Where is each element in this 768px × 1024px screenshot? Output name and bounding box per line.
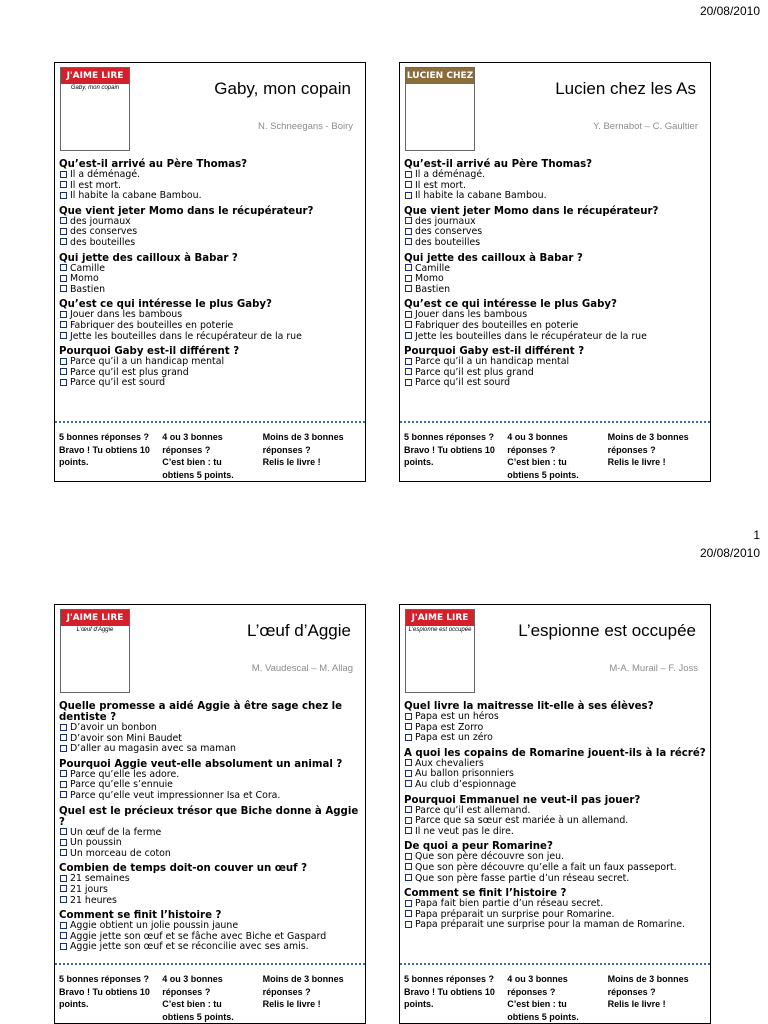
answer-option-label: Papa préparait une surprise pour la maman de Romarine. — [415, 919, 685, 931]
answer-option-label: Il a déménagé. — [70, 169, 141, 180]
answer-option — [404, 874, 706, 885]
score-high: 5 bonnes réponses ? Bravo ! Tu obtiens 10 points. — [59, 974, 150, 1009]
answer-option-label: Jette les bouteilles dans le récupérateur de la rue — [415, 330, 647, 342]
checkbox-icon[interactable] — [60, 311, 67, 318]
question-text: Pourquoi Gaby est-il différent ? — [59, 346, 240, 358]
answer-option-label: Fabriquer des bouteilles en poterie — [70, 319, 234, 331]
answer-option-label: Il est mort. — [70, 179, 122, 191]
cover-band-text: J'AIME LIRE — [61, 68, 129, 84]
book-author: M. Vaudescal – M. Allag — [251, 663, 353, 674]
checkbox-icon[interactable] — [405, 863, 412, 870]
answer-option-label: des journaux — [70, 215, 131, 227]
book-title: L’espionne est occupée — [518, 621, 696, 640]
answer-option-label: Papa préparait un surprise pour Romarine. — [415, 908, 615, 920]
score-footer — [404, 973, 706, 1023]
score-footer — [59, 431, 361, 481]
answer-option-label: Parce qu’il a un handicap mental — [415, 356, 570, 368]
score-high: 5 bonnes réponses ? Bravo ! Tu obtiens 10 points. — [404, 974, 495, 1009]
checkbox-icon[interactable] — [405, 853, 412, 860]
checkbox-icon[interactable] — [60, 885, 67, 892]
checkbox-icon[interactable] — [405, 238, 412, 245]
checkbox-icon[interactable] — [405, 311, 412, 318]
question-text: A quoi les copains de Romarine jouent-ils à la récré? — [404, 747, 706, 759]
checkbox-icon[interactable] — [60, 264, 67, 271]
book-author: N. Schneegans - Boiry — [257, 121, 353, 132]
checkbox-icon[interactable] — [405, 817, 412, 824]
checkbox-icon[interactable] — [405, 910, 412, 917]
checkbox-icon[interactable] — [60, 770, 67, 777]
score-low: Moins de 3 bonnes réponses ? Relis le livre ! — [607, 974, 689, 1009]
checkbox-icon[interactable] — [405, 379, 412, 386]
question-text: Combien de temps doit-on couver un œuf ? — [59, 863, 308, 875]
quiz-questions — [59, 155, 361, 389]
checkbox-icon[interactable] — [405, 723, 412, 730]
answer-option-label: Aggie obtient un jolie poussin jaune — [70, 920, 239, 932]
quiz-card — [399, 604, 711, 1024]
checkbox-icon[interactable] — [60, 896, 67, 903]
book-cover-image — [60, 67, 130, 151]
answer-option-label: Parce qu’il est plus grand — [70, 366, 189, 378]
checkbox-icon[interactable] — [60, 192, 67, 199]
checkbox-icon[interactable] — [60, 839, 67, 846]
question-text: Quelle promesse a aidé Aggie à être sage chez le dentiste ? — [59, 701, 343, 723]
checkbox-icon[interactable] — [60, 368, 67, 375]
answer-option-label: Jette les bouteilles dans le récupérateur de la rue — [70, 330, 302, 342]
checkbox-icon[interactable] — [405, 285, 412, 292]
answer-option-label: Fabriquer des bouteilles en poterie — [415, 319, 579, 331]
checkbox-icon[interactable] — [60, 238, 67, 245]
checkbox-icon[interactable] — [405, 368, 412, 375]
answer-option-label: Camille — [415, 262, 451, 274]
answer-option-label: des bouteilles — [415, 236, 481, 248]
checkbox-icon[interactable] — [405, 900, 412, 907]
checkbox-icon[interactable] — [405, 217, 412, 224]
question-text: Qu’est-il arrivé au Père Thomas? — [404, 159, 593, 170]
answer-option-label: Momo — [415, 273, 444, 285]
score-mid: 4 ou 3 bonnes réponses ? C’est bien : tu obtiens 5 points. — [507, 974, 579, 1022]
answer-option-label: Au ballon prisonniers — [415, 768, 514, 780]
answer-option — [59, 264, 361, 275]
checkbox-icon[interactable] — [60, 228, 67, 235]
question-text: Comment se finit l’histoire ? — [59, 910, 222, 922]
answer-option-label: Que son père fasse partie d’un réseau secret. — [415, 872, 630, 884]
checkbox-icon[interactable] — [405, 770, 412, 777]
checkbox-icon[interactable] — [405, 358, 412, 365]
book-author: Y. Bernabot – C. Gaultier — [593, 121, 698, 132]
answer-option-label: Que son père découvre son jeu. — [415, 851, 565, 863]
answer-option — [59, 791, 361, 802]
dotted-divider — [400, 421, 710, 423]
answer-option-label: Il habite la cabane Bambou. — [415, 190, 547, 202]
checkbox-icon[interactable] — [405, 171, 412, 178]
checkbox-icon[interactable] — [60, 875, 67, 882]
answer-option-label: Jouer dans les bambous — [70, 309, 183, 321]
checkbox-icon[interactable] — [405, 264, 412, 271]
answer-option-label: 21 semaines — [70, 873, 130, 885]
cover-subtitle: Gaby, mon copain — [70, 85, 120, 91]
book-cover-image — [60, 609, 130, 693]
answer-option-label: des bouteilles — [70, 236, 136, 248]
answer-option-label: Papa fait bien partie d’un réseau secret. — [415, 898, 604, 910]
checkbox-icon[interactable] — [405, 332, 412, 339]
answer-option — [59, 942, 361, 953]
question-text: Quel est le précieux trésor que Biche donne à Aggie ? — [59, 805, 359, 828]
answer-option-label: des journaux — [415, 215, 476, 227]
answer-option — [404, 780, 706, 791]
answer-option — [404, 920, 706, 931]
answer-option-label: Jouer dans les bambous — [415, 309, 528, 321]
answer-option-label: Que son père découvre qu’elle a fait un faux passeport. — [415, 861, 677, 873]
score-footer — [404, 431, 706, 481]
answer-option-label: Momo — [70, 273, 99, 285]
answer-option-label: Parce qu’elle s’ennuie — [70, 779, 173, 791]
answer-option-label: Parce qu’il est allemand. — [415, 804, 531, 816]
checkbox-icon[interactable] — [60, 217, 67, 224]
checkbox-icon[interactable] — [405, 780, 412, 787]
checkbox-icon[interactable] — [405, 734, 412, 741]
answer-option-label: Parce qu’il a un handicap mental — [70, 356, 225, 368]
question-text: Comment se finit l’histoire ? — [404, 888, 567, 900]
dotted-divider — [55, 421, 365, 423]
score-mid: 4 ou 3 bonnes réponses ? C’est bien : tu obtiens 5 points. — [507, 432, 579, 480]
checkbox-icon[interactable] — [405, 181, 412, 188]
checkbox-icon[interactable] — [60, 332, 67, 339]
quiz-questions — [404, 155, 706, 389]
answer-option — [59, 849, 361, 860]
answer-option-label: des conserves — [415, 226, 483, 238]
checkbox-icon[interactable] — [405, 874, 412, 881]
answer-option-label: Un morceau de coton — [70, 847, 171, 859]
answer-option — [404, 378, 706, 389]
quiz-questions — [59, 697, 361, 953]
question-text: Qu’est ce qui intéresse le plus Gaby? — [59, 299, 272, 311]
answer-option-label: D’avoir un bonbon — [70, 722, 157, 733]
checkbox-icon[interactable] — [60, 828, 67, 835]
score-low: Moins de 3 bonnes réponses ? Relis le livre ! — [262, 974, 344, 1009]
question-text: Quel livre la maitresse lit-elle à ses élèves? — [404, 701, 654, 712]
answer-option-label: Parce qu’il est sourd — [415, 377, 511, 389]
page-number: 1 — [753, 528, 760, 542]
question-text: Qu’est ce qui intéresse le plus Gaby? — [404, 299, 617, 311]
answer-option-label: Parce que sa sœur est mariée à un allemand. — [415, 815, 629, 827]
checkbox-icon[interactable] — [60, 932, 67, 939]
book-title: L’œuf d’Aggie — [247, 621, 351, 640]
answer-option-label: Aggie jette son œuf et se fâche avec Biche et Gaspard — [70, 930, 327, 942]
answer-option — [404, 191, 706, 202]
answer-option — [59, 238, 361, 249]
dotted-divider — [400, 963, 710, 965]
checkbox-icon[interactable] — [60, 849, 67, 856]
question-text: Qui jette des cailloux à Babar ? — [59, 252, 238, 264]
answer-option-label: Parce qu’elle veut impressionner Isa et Cora. — [70, 789, 281, 801]
answer-option-label: Au club d’espionnage — [415, 778, 517, 790]
answer-option-label: Aggie jette son œuf et se réconcilie avec ses amis. — [70, 941, 309, 953]
question-text: Qu’est-il arrivé au Père Thomas? — [59, 159, 248, 170]
checkbox-icon[interactable] — [405, 827, 412, 834]
answer-option — [404, 264, 706, 275]
answer-option-label: Camille — [70, 262, 106, 274]
score-low: Moins de 3 bonnes réponses ? Relis le livre ! — [607, 432, 689, 467]
dotted-divider — [55, 963, 365, 965]
answer-option — [59, 744, 361, 755]
checkbox-icon[interactable] — [60, 321, 67, 328]
checkbox-icon[interactable] — [60, 724, 67, 731]
checkbox-icon[interactable] — [60, 943, 67, 950]
answer-option-label: Bastien — [415, 283, 451, 295]
checkbox-icon[interactable] — [60, 781, 67, 788]
cover-subtitle: L'espionne est occupée — [408, 627, 472, 633]
book-title: Lucien chez les As — [555, 79, 696, 98]
cover-band-text: J'AIME LIRE — [406, 610, 474, 626]
answer-option — [404, 827, 706, 838]
answer-option-label: des conserves — [70, 226, 138, 238]
checkbox-icon[interactable] — [405, 806, 412, 813]
answer-option — [59, 191, 361, 202]
answer-option-label: Parce qu’il est plus grand — [415, 366, 534, 378]
checkbox-icon[interactable] — [60, 275, 67, 282]
page-date: 20/08/2010 — [699, 4, 760, 18]
quiz-card — [54, 604, 366, 1024]
answer-option-label: Papa est un héros — [415, 711, 499, 722]
cover-band-text: LUCIEN CHEZ LES AS — [406, 68, 474, 84]
checkbox-icon[interactable] — [60, 285, 67, 292]
question-text: Que vient jeter Momo dans le récupérateur? — [404, 205, 659, 217]
score-footer — [59, 973, 361, 1023]
checkbox-icon[interactable] — [60, 171, 67, 178]
answer-option-label: Un œuf de la ferme — [70, 826, 162, 838]
checkbox-icon[interactable] — [60, 181, 67, 188]
checkbox-icon[interactable] — [405, 921, 412, 928]
checkbox-icon[interactable] — [405, 228, 412, 235]
quiz-card — [399, 62, 711, 482]
answer-option — [59, 332, 361, 343]
checkbox-icon[interactable] — [60, 922, 67, 929]
question-text: Pourquoi Aggie veut-elle absolument un animal ? — [59, 758, 343, 770]
checkbox-icon[interactable] — [405, 759, 412, 766]
answer-option-label: Parce qu’il est sourd — [70, 377, 166, 389]
answer-option-label: Parce qu’elle les adore. — [70, 768, 180, 780]
question-text: Pourquoi Gaby est-il différent ? — [404, 346, 585, 358]
question-text: Qui jette des cailloux à Babar ? — [404, 252, 583, 264]
answer-option — [404, 733, 706, 744]
answer-option — [59, 285, 361, 296]
book-cover-image — [405, 609, 475, 693]
answer-option — [404, 238, 706, 249]
answer-option-label: Aux chevaliers — [415, 757, 484, 769]
answer-option-label: D’aller au magasin avec sa maman — [70, 743, 236, 755]
checkbox-icon[interactable] — [60, 379, 67, 386]
score-high: 5 bonnes réponses ? Bravo ! Tu obtiens 10 points. — [59, 432, 150, 467]
checkbox-icon[interactable] — [405, 321, 412, 328]
checkbox-icon[interactable] — [60, 791, 67, 798]
answer-option — [404, 332, 706, 343]
answer-option-label: Bastien — [70, 283, 106, 295]
checkbox-icon[interactable] — [60, 745, 67, 752]
cover-subtitle: L'œuf d'Aggie — [76, 627, 114, 633]
score-low: Moins de 3 bonnes réponses ? Relis le livre ! — [262, 432, 344, 467]
book-title: Gaby, mon copain — [214, 79, 351, 98]
answer-option — [59, 378, 361, 389]
checkbox-icon[interactable] — [405, 713, 412, 720]
score-mid: 4 ou 3 bonnes réponses ? C’est bien : tu obtiens 5 points. — [162, 432, 234, 480]
question-text: De quoi a peur Romarine? — [404, 841, 553, 853]
answer-option-label: D’avoir son Mini Baudet — [70, 732, 182, 744]
book-cover-image — [405, 67, 475, 151]
checkbox-icon[interactable] — [405, 275, 412, 282]
answer-option-label: 21 jours — [70, 883, 108, 895]
cover-band-text: J'AIME LIRE — [61, 610, 129, 626]
page-date: 20/08/2010 — [699, 546, 760, 560]
answer-option-label: Un poussin — [70, 837, 122, 849]
answer-option-label: Il est mort. — [415, 179, 467, 191]
question-text: Que vient jeter Momo dans le récupérateur? — [59, 205, 314, 217]
answer-option-label: Il a déménagé. — [415, 169, 486, 180]
answer-option-label: Papa est Zorro — [415, 721, 484, 733]
answer-option-label: Il habite la cabane Bambou. — [70, 190, 202, 202]
answer-option — [404, 285, 706, 296]
quiz-questions — [404, 697, 706, 931]
checkbox-icon[interactable] — [405, 192, 412, 199]
score-mid: 4 ou 3 bonnes réponses ? C’est bien : tu obtiens 5 points. — [162, 974, 234, 1022]
checkbox-icon[interactable] — [60, 734, 67, 741]
answer-option-label: Il ne veut pas le dire. — [415, 825, 514, 837]
checkbox-icon[interactable] — [60, 358, 67, 365]
answer-option-label: 21 heures — [70, 894, 117, 906]
score-high: 5 bonnes réponses ? Bravo ! Tu obtiens 10 points. — [404, 432, 495, 467]
book-author: M-A. Murail – F. Joss — [609, 663, 698, 674]
quiz-card — [54, 62, 366, 482]
answer-option — [59, 896, 361, 907]
question-text: Pourquoi Emmanuel ne veut-il pas jouer? — [404, 794, 641, 806]
answer-option-label: Papa est un zéro — [415, 732, 493, 744]
